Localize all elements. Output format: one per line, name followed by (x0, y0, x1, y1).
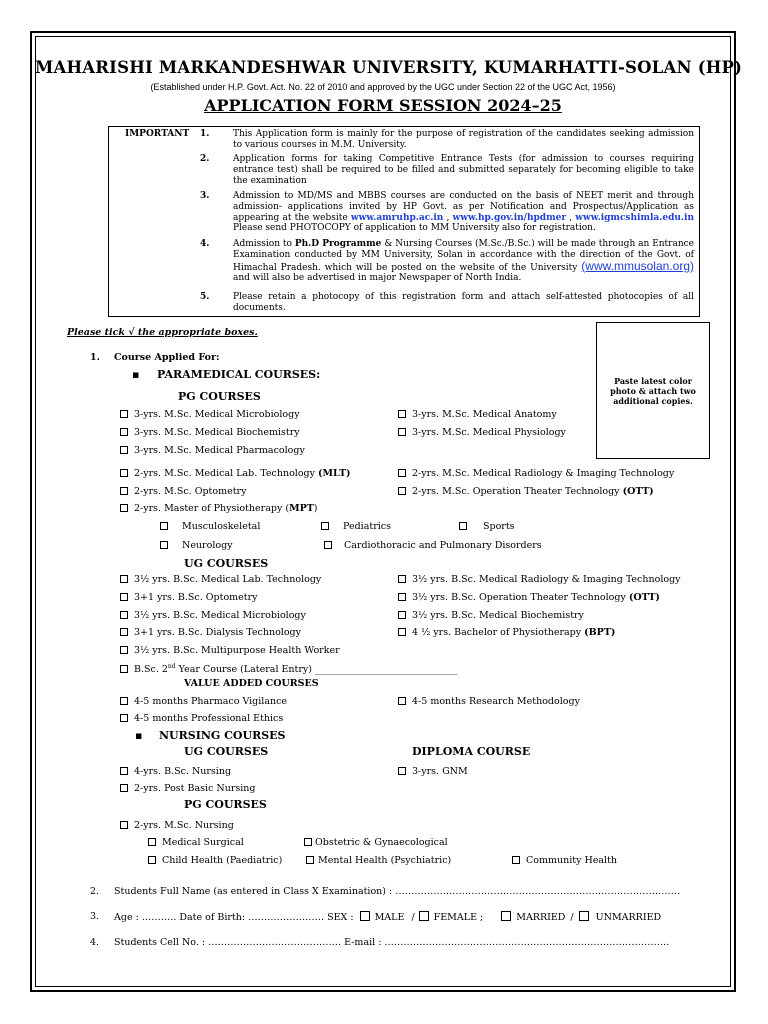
checkbox[interactable] (398, 487, 406, 495)
course-label: 2-yrs. Master of Physiotherapy ( (134, 503, 290, 514)
hpdmer-link[interactable]: www.hp.gov.in/hpdmer (452, 212, 567, 223)
mpt-spec-neurology[interactable] (160, 540, 233, 551)
mpt-spec-musculoskeletal[interactable] (160, 521, 260, 532)
nursing-ug-heading: UG COURSES (184, 745, 269, 758)
male-label: MALE (374, 912, 405, 923)
course-label: B.Sc. 2 (134, 664, 168, 676)
course-label: Year Course (Lateral Entry) ______________________________ (175, 664, 458, 676)
age-dob-sex-row (114, 911, 661, 923)
checkbox[interactable] (120, 646, 128, 654)
checkbox[interactable] (512, 856, 520, 864)
field-number: 3. (90, 911, 100, 922)
course-label: 3½ yrs. B.Sc. Medical Microbiology (134, 610, 306, 621)
checkbox[interactable] (398, 767, 406, 775)
spec-label: Mental Health (Psychiatric) (318, 855, 452, 866)
pg-course-mlt[interactable] (120, 468, 351, 479)
checkbox[interactable] (120, 628, 128, 636)
important-label: IMPORTANT (125, 129, 190, 139)
female-checkbox[interactable] (419, 911, 429, 921)
course-label: 3-yrs. GNM (412, 766, 468, 777)
important-item-text (233, 191, 694, 234)
spec-label: Cardiothoracic and Pulmonary Disorders (344, 540, 542, 551)
course-label: 3-yrs. M.Sc. Medical Pharmacology (134, 445, 305, 456)
married-label: MARRIED (516, 912, 566, 923)
course-abbrev: (MLT) (318, 468, 351, 479)
paramedical-heading: PARAMEDICAL COURSES: (157, 368, 321, 381)
nursing-spec-community-health[interactable] (512, 855, 617, 866)
checkbox[interactable] (398, 575, 406, 583)
nursing-spec-obstetric[interactable] (304, 837, 448, 848)
ug-course-bpt[interactable] (398, 627, 615, 638)
mpt-spec-cardiothoracic[interactable] (324, 540, 542, 551)
course-label: 2-yrs. M.Sc. Optometry (134, 486, 247, 497)
field-number: 4. (90, 937, 100, 948)
pg-course-optometry[interactable] (120, 486, 246, 497)
item-text-part: Please send PHOTOCOPY of application to MM University also for registration. (233, 223, 596, 234)
nursing-pg-heading: PG COURSES (184, 798, 267, 811)
course-label: 3+1 yrs. B.Sc. Dialysis Technology (134, 627, 301, 638)
important-item-text (233, 239, 694, 284)
value-course-ethics[interactable] (120, 713, 283, 724)
course-abbrev: (OTT) (622, 486, 654, 497)
male-checkbox[interactable] (360, 911, 370, 921)
ug-courses-heading: UG COURSES (184, 557, 269, 570)
important-item-number: 4. (200, 239, 210, 249)
nursing-heading: NURSING COURSES (159, 729, 286, 742)
checkbox[interactable] (398, 428, 406, 436)
course-abbrev: (OTT) (628, 592, 660, 603)
checkbox[interactable] (306, 856, 314, 864)
pg-course-microbiology[interactable] (120, 409, 300, 420)
form-title: APPLICATION FORM SESSION 2024–25 (204, 96, 562, 115)
course-abbrev: MPT (289, 503, 314, 514)
checkbox[interactable] (120, 487, 128, 495)
cell-email-field[interactable]: Students Cell No. : …………………………………… E-mail : ……………………………………………………………………………… (114, 937, 670, 948)
female-label: FEMALE ; (433, 912, 484, 923)
important-item-number: 1. (200, 129, 210, 139)
mpt-spec-sports[interactable] (459, 521, 515, 532)
spec-label: Community Health (526, 855, 618, 866)
important-item-number: 2. (200, 154, 210, 164)
spec-label: Obstetric & Gynaecological (315, 837, 448, 848)
important-item-3 (200, 191, 694, 234)
link-separator: , (443, 212, 453, 223)
checkbox[interactable] (148, 838, 156, 846)
separator: / (411, 912, 415, 923)
spec-label: Pediatrics (343, 521, 391, 532)
igmcshimla-link[interactable]: www.igmcshimla.edu.in (575, 212, 695, 223)
important-item-text: Application forms for taking Competitive Entrance Tests (for admission to courses requiring entrance test) shall be required to be filled and submitted separately for becoming eligible to take the examination (233, 154, 694, 186)
checkbox[interactable] (321, 522, 329, 530)
checkbox[interactable] (120, 593, 128, 601)
amruhp-link[interactable]: www.amruhp.ac.in (350, 212, 444, 223)
university-website-link[interactable]: (www.mmusolan.org) (581, 258, 694, 273)
ug-course-ott[interactable] (398, 592, 660, 603)
ug-course-dialysis[interactable] (120, 627, 301, 638)
unmarried-checkbox[interactable] (579, 911, 589, 921)
spec-label: Medical Surgical (162, 837, 244, 848)
course-label: 2-yrs. M.Sc. Operation Theater Technology (412, 486, 620, 497)
checkbox[interactable] (120, 665, 128, 673)
checkbox[interactable] (120, 446, 128, 454)
age-dob-field[interactable]: Age : ……….. Date of Birth: …………………… SEX : (114, 912, 354, 923)
nursing-gnm[interactable] (398, 766, 468, 777)
nursing-spec-medical-surgical[interactable] (148, 837, 244, 848)
value-course-pharmaco[interactable] (120, 696, 287, 707)
pg-course-biochemistry[interactable] (120, 427, 300, 438)
nursing-bsc[interactable] (120, 766, 231, 777)
checkbox[interactable] (120, 821, 128, 829)
ug-course-optometry[interactable] (120, 592, 258, 603)
course-label: 4 ½ yrs. Bachelor of Physiotherapy (412, 627, 582, 638)
value-added-heading: VALUE ADDED COURSES (184, 678, 319, 689)
checkbox[interactable] (160, 522, 168, 530)
course-abbrev: (BPT) (584, 627, 616, 638)
checkbox[interactable] (120, 469, 128, 477)
important-item-text: This Application form is mainly for the purpose of registration of the candidates seeking admission to various courses in M.M. University. (233, 129, 694, 150)
important-item-1 (200, 129, 694, 151)
field-number: 2. (90, 886, 100, 897)
checkbox[interactable] (398, 469, 406, 477)
course-label: 3½ yrs. B.Sc. Medical Biochemistry (412, 610, 584, 621)
checkbox[interactable] (148, 856, 156, 864)
nursing-spec-mental-health[interactable] (306, 855, 451, 866)
course-label: 2-yrs. Post Basic Nursing (134, 783, 256, 794)
checkbox[interactable] (398, 410, 406, 418)
ug-course-lateral-entry[interactable] (120, 663, 458, 675)
spec-label: Sports (483, 521, 515, 532)
course-label-end: ) (313, 503, 318, 514)
course-label: 3-yrs. M.Sc. Medical Microbiology (134, 409, 300, 420)
photo-instruction: Paste latest color photo & attach two additional copies. (610, 376, 696, 406)
ug-course-mlt[interactable] (120, 574, 321, 585)
course-label: 3½ yrs. B.Sc. Multipurpose Health Worker (134, 645, 340, 656)
course-label: 2-yrs. M.Sc. Medical Radiology & Imaging Technology (412, 468, 675, 479)
important-item-text: Please retain a photocopy of this registration form and attach self-attested photocopies of all documents. (233, 292, 694, 313)
course-label: 4-5 months Pharmaco Vigilance (134, 696, 288, 707)
item-text-part: & Nursing Courses (M.Sc./B.Sc.) will be made through an Entrance Examination conducted by MM University, Solan in accordance with the direction of the Govt. of Himachal Pradesh. which will be posted on the website of the University (233, 239, 695, 273)
phd-programme-label: Ph.D Programme (294, 239, 382, 249)
unmarried-label: UNMARRIED (595, 912, 662, 923)
separator: / (570, 912, 574, 923)
superscript: nd (167, 663, 176, 670)
paramedical-bullet: ▪ (132, 368, 140, 381)
checkbox[interactable] (120, 767, 128, 775)
link-separator: , (566, 212, 576, 223)
checkbox[interactable] (120, 784, 128, 792)
ug-course-microbiology[interactable] (120, 610, 306, 621)
checkbox[interactable] (120, 428, 128, 436)
checkbox[interactable] (120, 504, 128, 512)
full-name-field[interactable]: Students Full Name (as entered in Class X Examination) : ……………………………………………………………………………… (114, 886, 681, 897)
checkbox[interactable] (398, 611, 406, 619)
ug-course-radiology[interactable] (398, 574, 681, 585)
nursing-bullet: ▪ (135, 729, 143, 742)
checkbox[interactable] (120, 611, 128, 619)
mpt-spec-pediatrics[interactable] (321, 521, 391, 532)
pg-course-anatomy[interactable] (398, 409, 557, 420)
course-label: 4-yrs. B.Sc. Nursing (134, 766, 232, 777)
checkbox[interactable] (398, 593, 406, 601)
important-item-4 (200, 239, 694, 284)
pg-courses-heading: PG COURSES (178, 390, 261, 403)
course-label: 4-5 months Research Methodology (412, 696, 580, 707)
checkbox[interactable] (459, 522, 467, 530)
checkbox[interactable] (398, 697, 406, 705)
course-label: 3½ yrs. B.Sc. Medical Lab. Technology (134, 574, 322, 585)
checkbox[interactable] (120, 714, 128, 722)
item-text-part: Admission to (233, 239, 295, 249)
course-label: 4-5 months Professional Ethics (134, 713, 284, 724)
course-label: 3½ yrs. B.Sc. Operation Theater Technology (412, 592, 626, 603)
spec-label: Neurology (182, 540, 233, 551)
course-label: 3-yrs. M.Sc. Medical Physiology (412, 427, 566, 438)
important-item-number: 5. (200, 292, 210, 302)
item-text-part: and will also be advertised in major Newspaper of North India. (233, 273, 522, 284)
checkbox[interactable] (324, 541, 332, 549)
value-course-research[interactable] (398, 696, 580, 707)
important-item-2 (200, 154, 694, 186)
nursing-spec-child-health[interactable] (148, 855, 282, 866)
section-number: 1. (90, 352, 100, 363)
spec-label: Musculoskeletal (182, 521, 261, 532)
pg-course-ott[interactable] (398, 486, 654, 497)
spec-label: Child Health (Paediatric) (162, 855, 283, 866)
course-label: 3-yrs. M.Sc. Medical Biochemistry (134, 427, 300, 438)
nursing-post-basic[interactable] (120, 783, 256, 794)
course-label: 3½ yrs. B.Sc. Medical Radiology & Imaging Technology (412, 574, 681, 585)
course-label: 3-yrs. M.Sc. Medical Anatomy (412, 409, 557, 420)
ug-course-biochemistry[interactable] (398, 610, 584, 621)
course-label: 2-yrs. M.Sc. Medical Lab. Technology (134, 468, 316, 479)
course-label: 3+1 yrs. B.Sc. Optometry (134, 592, 258, 603)
course-label: 2-yrs. M.Sc. Nursing (134, 820, 234, 831)
pg-course-physiology[interactable] (398, 427, 566, 438)
checkbox[interactable] (120, 575, 128, 583)
checkbox[interactable] (160, 541, 168, 549)
diploma-heading: DIPLOMA COURSE (412, 745, 531, 758)
married-checkbox[interactable] (501, 911, 511, 921)
important-item-5 (200, 292, 694, 314)
tick-instruction: Please tick √ the appropriate boxes. (67, 327, 258, 338)
course-applied-label: Course Applied For: (114, 352, 220, 363)
pg-course-pharmacology[interactable] (120, 445, 305, 456)
establishment-note: (Established under H.P. Govt. Act. No. 22 of 2010 and approved by the UGC under Section 22 of the UGC Act, 1956) (150, 82, 616, 92)
pg-course-radiology[interactable] (398, 468, 674, 479)
checkbox[interactable] (304, 838, 312, 846)
item-text-part: Admission to MD/MS and MBBS courses are conducted on the basis of NEET merit and through admission- applications invited by HP Govt. as per Notification and Prospectus/Application as appearing at the website (233, 191, 694, 223)
important-item-number: 3. (200, 191, 210, 201)
university-name: MAHARISHI MARKANDESHWAR UNIVERSITY, KUMARHATTI-SOLAN (HP) (35, 58, 743, 77)
pg-course-mpt[interactable] (120, 503, 318, 514)
checkbox[interactable] (120, 410, 128, 418)
checkbox[interactable] (120, 697, 128, 705)
nursing-msc[interactable] (120, 820, 234, 831)
ug-course-mphw[interactable] (120, 645, 340, 656)
checkbox[interactable] (398, 628, 406, 636)
